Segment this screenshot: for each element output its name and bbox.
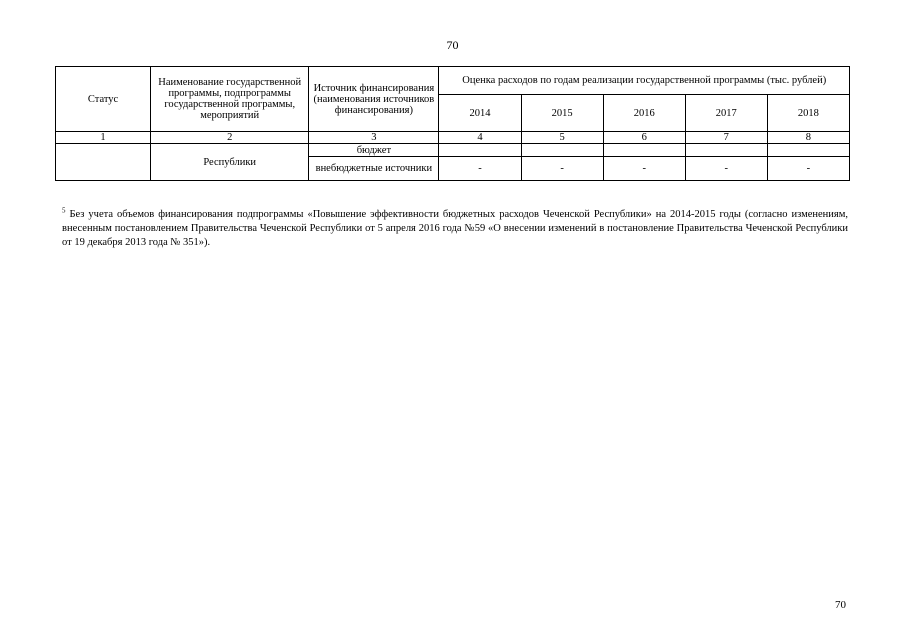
header-estimate: Оценка расходов по годам реализации государственной программы (тыс. рублей) — [439, 67, 850, 95]
header-name: Наименование государственной программы, подпрограммы государственной программы, мероприятий — [151, 67, 309, 132]
row-value — [603, 144, 685, 157]
footnote-marker: 5 — [62, 206, 66, 215]
header-year: 2014 — [439, 95, 521, 132]
column-number: 2 — [151, 132, 309, 144]
table-row — [56, 144, 850, 157]
row-value — [439, 144, 521, 157]
header-source: Источник финансирования (наименования источников финансирования) — [309, 67, 439, 132]
header-year: 2017 — [685, 95, 767, 132]
row-value: - — [439, 157, 521, 181]
header-status: Статус — [56, 67, 151, 132]
row-value — [521, 144, 603, 157]
row-value: - — [685, 157, 767, 181]
column-number: 8 — [767, 132, 849, 144]
header-year: 2015 — [521, 95, 603, 132]
row-value: - — [521, 157, 603, 181]
header-year: 2016 — [603, 95, 685, 132]
budget-table — [55, 66, 850, 181]
row-source: бюджет — [309, 144, 439, 157]
row-value: - — [603, 157, 685, 181]
row-name: Республики — [151, 144, 309, 181]
column-number: 4 — [439, 132, 521, 144]
table-header-row — [56, 67, 850, 95]
column-number: 5 — [521, 132, 603, 144]
row-value — [685, 144, 767, 157]
header-year: 2018 — [767, 95, 849, 132]
footnote-text: Без учета объемов финансирования подпрограммы «Повышение эффективности бюджетных расходов Чеченской Республики» на 2014-2015 годы (согласно изменениям, внесенным постановлением Правительства Чеченской Республики от 5 апреля 2016 года №59 «О внесении изменений в постановление Правительства Чеченской Республики от 19 декабря 2013 года № 351»). — [62, 209, 848, 248]
row-source: внебюджетные источники — [309, 157, 439, 181]
column-number: 7 — [685, 132, 767, 144]
page-number-bottom: 70 — [835, 599, 846, 611]
page-number-top: 70 — [446, 38, 459, 52]
footnote — [62, 208, 848, 250]
column-number-row — [56, 132, 850, 144]
column-number: 3 — [309, 132, 439, 144]
row-value — [767, 144, 849, 157]
column-number: 1 — [56, 132, 151, 144]
row-status — [56, 144, 151, 181]
row-value: - — [767, 157, 849, 181]
column-number: 6 — [603, 132, 685, 144]
